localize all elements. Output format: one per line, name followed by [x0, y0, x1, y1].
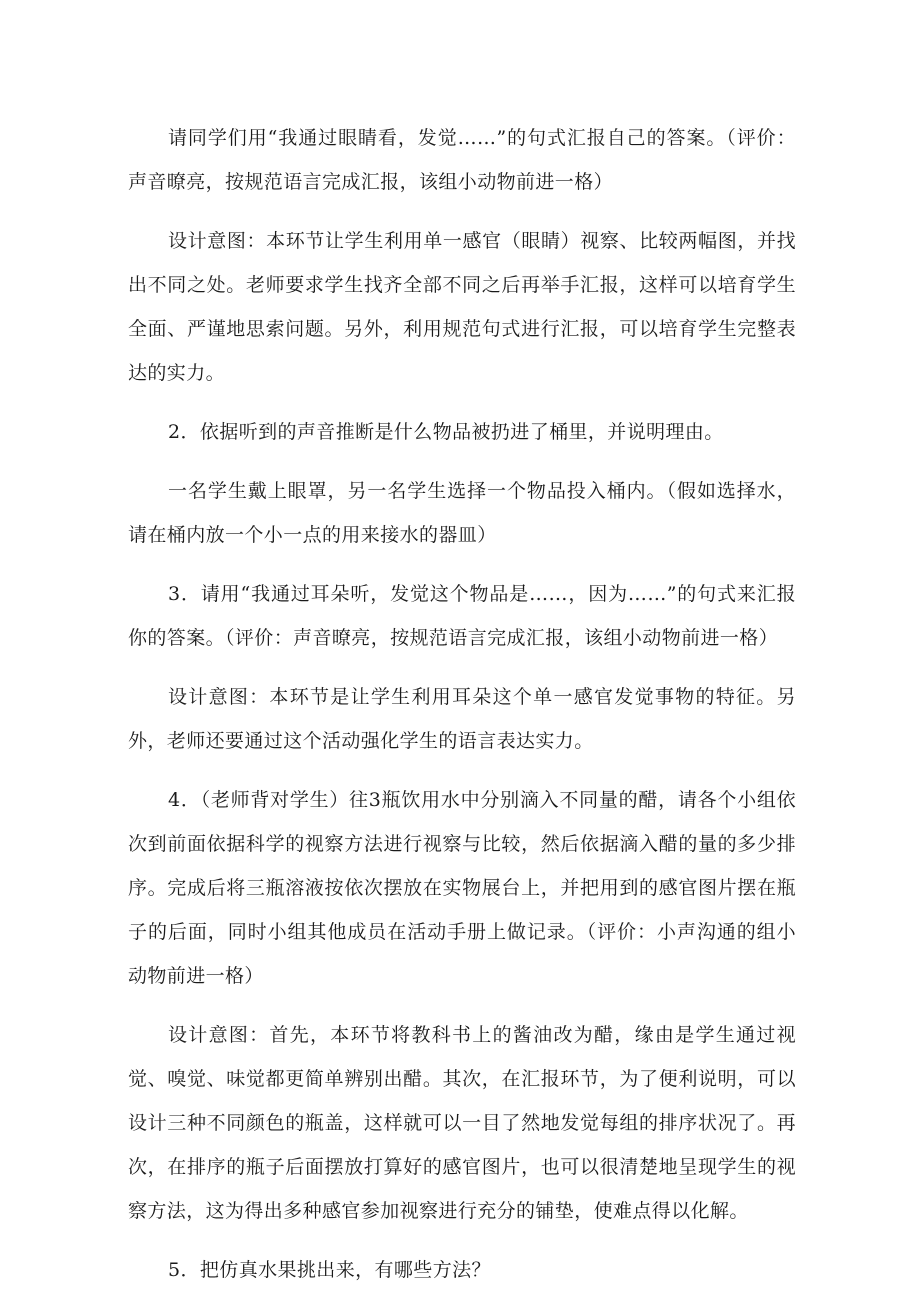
document-body: [128, 116, 796, 1307]
paragraph-design-intent-2: 设计意图：本环节是让学生利用耳朵这个单一感官发觉事物的特征。另外，老师还要通过这个活动强化学生的语言表达实力。: [128, 686, 796, 752]
paragraph-step-2: 2．依据听到的声音推断是什么物品被扔进了桶里，并说明理由。: [168, 421, 724, 443]
paragraph-design-intent-1: 设计意图：本环节让学生利用单一感官（眼睛）视察、比较两幅图，并找出不同之处。老师要求学生找齐全部不同之后再举手汇报，这样可以培育学生全面、严谨地思索问题。另外，利用规范句式进行汇报，可以培育学生完整表达的实力。: [128, 230, 796, 384]
paragraph-speaking-instruction: 请同学们用“我通过眼睛看，发觉……”的句式汇报自己的答案。（评价：声音暸亮，按规范语言完成汇报，该组小动物前进一格）: [128, 127, 796, 193]
paragraph-design-intent-3: 设计意图：首先，本环节将教科书上的酱油改为醋，缘由是学生通过视觉、嗅觉、味觉都更简单辨别出醋。其次，在汇报环节，为了便利说明，可以设计三种不同颜色的瓶盖，这样就可以一目了然地发觉每组的排序状况了。再次，在排序的瓶子后面摆放打算好的感官图片，也可以很清楚地呈现学生的视察方法，这为得出多种感官参加视察进行充分的铺垫，使难点得以化解。: [128, 1024, 796, 1222]
paragraph-step-3: 3．请用“我通过耳朵听，发觉这个物品是……，因为……”的句式来汇报你的答案。（评价：声音暸亮，按规范语言完成汇报，该组小动物前进一格）: [128, 583, 796, 649]
paragraph-blindfold-activity: 一名学生戴上眼罩，另一名学生选择一个物品投入桶内。（假如选择水，请在桶内放一个小一点的用来接水的器皿）: [128, 480, 796, 546]
paragraph-step-4: 4．（老师背对学生）往3瓶饮用水中分别滴入不同量的醋，请各个小组依次到前面依据科学的视察方法进行视察与比较，然后依据滴入醋的量的多少排序。完成后将三瓶溶液按依次摆放在实物展台上，并把用到的感官图片摆在瓶子的后面，同时小组其他成员在活动手册上做记录。（评价：小声沟通的组小动物前进一格）: [128, 789, 796, 987]
paragraph-step-5: 5．把仿真水果挑出来，有哪些方法？: [168, 1259, 491, 1281]
